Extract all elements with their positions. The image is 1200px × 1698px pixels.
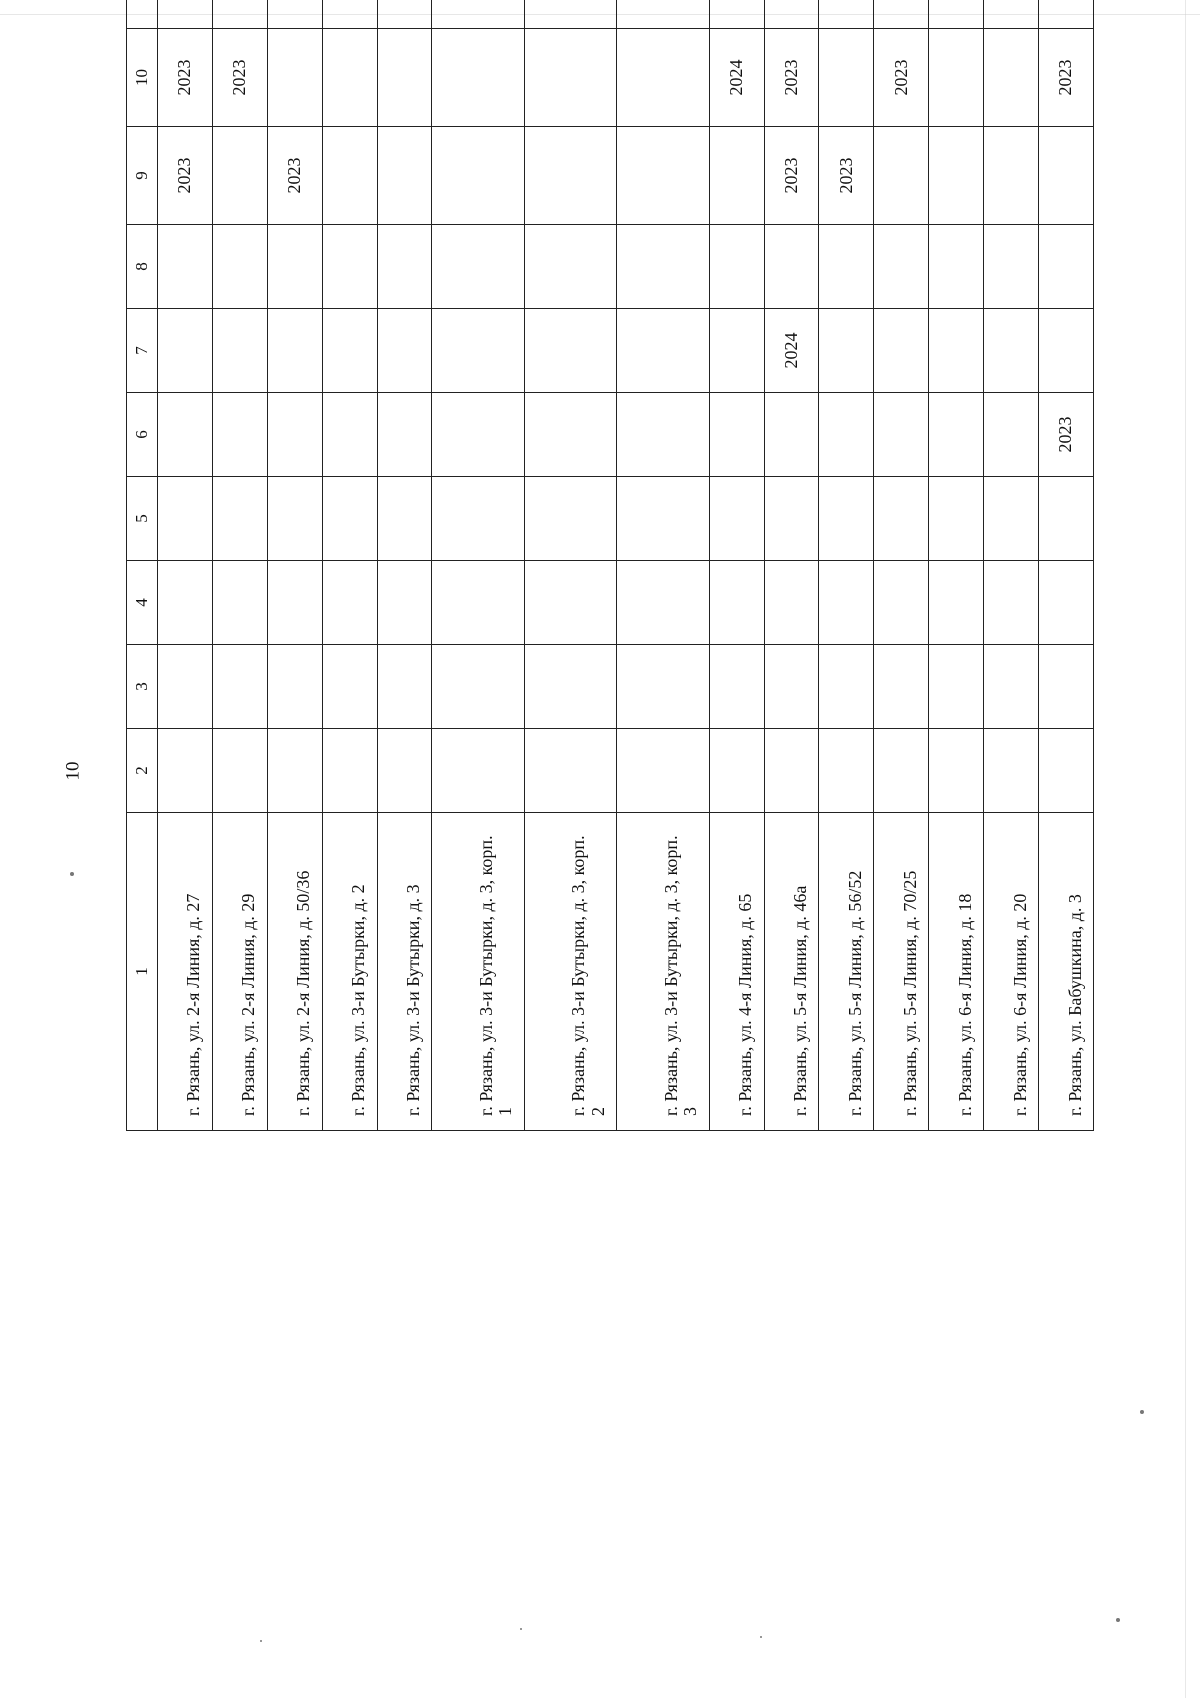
year-cell — [322, 309, 377, 393]
year-cell — [267, 29, 322, 127]
table-row — [984, 0, 1039, 1131]
year-cell — [267, 225, 322, 309]
year-cell — [929, 0, 984, 29]
year-cell — [377, 225, 432, 309]
year-cell — [1039, 729, 1094, 813]
year-cell — [1039, 0, 1094, 29]
year-cell — [1039, 561, 1094, 645]
year-cell — [929, 127, 984, 225]
year-cell — [212, 729, 267, 813]
column-header — [127, 0, 158, 29]
year-cell — [929, 309, 984, 393]
year-cell — [267, 561, 322, 645]
year-cell — [524, 127, 616, 225]
year-cell — [819, 0, 874, 29]
year-cell — [158, 729, 213, 813]
year-cell — [617, 309, 709, 393]
year-cell: 2023 — [158, 29, 213, 127]
year-cell — [432, 729, 524, 813]
table-row — [874, 0, 929, 1131]
year-cell — [984, 0, 1039, 29]
year-cell — [322, 393, 377, 477]
year-cell — [764, 393, 819, 477]
header-row — [127, 0, 158, 1131]
year-cell — [764, 729, 819, 813]
address-cell: г. Рязань, ул. 2-я Линия, д. 29 — [212, 813, 267, 1131]
table-row — [212, 0, 267, 1131]
year-cell — [764, 225, 819, 309]
scan-speck — [760, 1636, 762, 1638]
column-header: 9 — [127, 127, 158, 225]
column-header: 8 — [127, 225, 158, 309]
year-cell — [524, 309, 616, 393]
year-cell — [212, 645, 267, 729]
address-cell: г. Рязань, ул. 6-я Линия, д. 18 — [929, 813, 984, 1131]
year-cell — [432, 645, 524, 729]
year-cell: 2023 — [764, 127, 819, 225]
year-cell — [432, 127, 524, 225]
address-cell: г. Рязань, ул. 5-я Линия, д. 56/52 — [819, 813, 874, 1131]
year-cell — [1039, 225, 1094, 309]
column-header: 1 — [127, 813, 158, 1131]
year-cell: 2023 — [819, 127, 874, 225]
year-cell — [212, 309, 267, 393]
year-cell — [432, 0, 524, 29]
table-row — [709, 0, 764, 1131]
year-cell: 2023 — [267, 127, 322, 225]
scan-speck — [1140, 1410, 1144, 1414]
year-cell — [874, 127, 929, 225]
year-cell: 2023 — [212, 29, 267, 127]
year-cell — [322, 0, 377, 29]
year-cell — [929, 225, 984, 309]
table-row — [432, 0, 524, 1131]
table-row — [929, 0, 984, 1131]
year-cell — [524, 561, 616, 645]
year-cell — [267, 729, 322, 813]
year-cell — [377, 29, 432, 127]
column-header: 2 — [127, 729, 158, 813]
year-cell: 2023 — [874, 29, 929, 127]
year-cell — [874, 477, 929, 561]
year-cell — [617, 477, 709, 561]
year-cell — [929, 477, 984, 561]
year-cell — [212, 477, 267, 561]
year-cell — [524, 225, 616, 309]
year-cell — [709, 393, 764, 477]
table-body — [158, 0, 1094, 1131]
column-header: 3 — [127, 645, 158, 729]
table-row — [158, 0, 213, 1131]
year-cell — [322, 225, 377, 309]
year-cell — [377, 477, 432, 561]
year-cell — [377, 127, 432, 225]
year-cell — [764, 645, 819, 729]
year-cell — [1039, 477, 1094, 561]
year-cell — [432, 225, 524, 309]
year-cell — [432, 29, 524, 127]
year-cell — [617, 127, 709, 225]
year-cell — [212, 0, 267, 29]
year-cell — [1039, 645, 1094, 729]
year-cell — [1039, 127, 1094, 225]
year-cell — [984, 477, 1039, 561]
address-cell: г. Рязань, ул. 3-и Бутырки, д. 3, корп. 2 — [524, 813, 616, 1131]
year-cell — [984, 561, 1039, 645]
year-cell — [377, 0, 432, 29]
year-cell — [524, 477, 616, 561]
year-cell — [212, 127, 267, 225]
year-cell — [984, 29, 1039, 127]
year-cell — [524, 0, 616, 29]
table-row — [764, 0, 819, 1131]
year-cell — [819, 29, 874, 127]
year-cell — [819, 561, 874, 645]
year-cell — [617, 29, 709, 127]
year-cell — [158, 0, 213, 29]
table-row — [617, 0, 709, 1131]
address-cell: г. Рязань, ул. Бабушкина, д. 3 — [1039, 813, 1094, 1131]
year-cell — [524, 729, 616, 813]
year-cell — [377, 729, 432, 813]
year-cell: 2023 — [764, 29, 819, 127]
year-cell — [377, 645, 432, 729]
year-cell — [709, 729, 764, 813]
table-row — [819, 0, 874, 1131]
address-cell: г. Рязань, ул. 3-и Бутырки, д. 3 — [377, 813, 432, 1131]
address-cell: г. Рязань, ул. 4-я Линия, д. 65 — [709, 813, 764, 1131]
year-cell — [617, 393, 709, 477]
year-cell: 2023 — [1039, 29, 1094, 127]
table-row — [524, 0, 616, 1131]
year-cell — [709, 127, 764, 225]
year-cell — [929, 561, 984, 645]
column-header: 4 — [127, 561, 158, 645]
year-cell — [322, 645, 377, 729]
column-header: 7 — [127, 309, 158, 393]
year-cell — [874, 561, 929, 645]
year-cell — [1039, 309, 1094, 393]
scan-speck — [70, 872, 74, 876]
year-cell — [212, 561, 267, 645]
year-cell: 2024 — [764, 309, 819, 393]
year-cell — [377, 561, 432, 645]
year-cell: 2023 — [1039, 393, 1094, 477]
year-cell — [524, 393, 616, 477]
year-cell — [322, 561, 377, 645]
year-cell: 2024 — [709, 29, 764, 127]
year-cell — [929, 29, 984, 127]
year-cell — [709, 477, 764, 561]
year-cell — [819, 729, 874, 813]
year-cell — [158, 645, 213, 729]
year-cell — [267, 0, 322, 29]
year-cell — [819, 645, 874, 729]
column-header: 6 — [127, 393, 158, 477]
year-cell: 2023 — [158, 127, 213, 225]
year-cell — [764, 477, 819, 561]
year-cell — [874, 645, 929, 729]
address-cell: г. Рязань, ул. 3-и Бутырки, д. 3, корп. 3 — [617, 813, 709, 1131]
scan-edge-right — [1185, 0, 1186, 1698]
address-cell: г. Рязань, ул. 6-я Линия, д. 20 — [984, 813, 1039, 1131]
year-cell — [377, 309, 432, 393]
year-cell — [929, 729, 984, 813]
address-cell: г. Рязань, ул. 3-и Бутырки, д. 3, корп. 1 — [432, 813, 524, 1131]
year-cell — [819, 393, 874, 477]
year-cell — [267, 309, 322, 393]
year-cell — [158, 309, 213, 393]
year-cell — [158, 561, 213, 645]
year-cell — [524, 645, 616, 729]
addresses-table — [126, 0, 1094, 1131]
year-cell — [432, 309, 524, 393]
year-cell — [874, 729, 929, 813]
year-cell — [984, 309, 1039, 393]
year-cell — [984, 127, 1039, 225]
year-cell — [929, 645, 984, 729]
year-cell — [432, 561, 524, 645]
year-cell — [212, 393, 267, 477]
year-cell — [709, 309, 764, 393]
year-cell — [709, 225, 764, 309]
year-cell — [874, 225, 929, 309]
column-header: 5 — [127, 477, 158, 561]
year-cell — [267, 393, 322, 477]
year-cell — [158, 225, 213, 309]
address-cell: г. Рязань, ул. 5-я Линия, д. 70/25 — [874, 813, 929, 1131]
year-cell — [874, 393, 929, 477]
year-cell — [617, 561, 709, 645]
year-cell — [874, 309, 929, 393]
year-cell — [819, 309, 874, 393]
address-cell: г. Рязань, ул. 2-я Линия, д. 27 — [158, 813, 213, 1131]
table-row — [1039, 0, 1094, 1131]
table-row — [267, 0, 322, 1131]
year-cell — [524, 29, 616, 127]
address-cell: г. Рязань, ул. 2-я Линия, д. 50/36 — [267, 813, 322, 1131]
year-cell — [322, 477, 377, 561]
year-cell — [764, 0, 819, 29]
address-cell: г. Рязань, ул. 3-и Бутырки, д. 2 — [322, 813, 377, 1131]
year-cell — [984, 729, 1039, 813]
year-cell — [158, 393, 213, 477]
year-cell — [819, 477, 874, 561]
year-cell — [984, 225, 1039, 309]
year-cell — [984, 645, 1039, 729]
address-cell: г. Рязань, ул. 5-я Линия, д. 46а — [764, 813, 819, 1131]
scan-speck — [260, 1640, 262, 1642]
year-cell — [709, 561, 764, 645]
year-cell — [617, 729, 709, 813]
year-cell — [267, 477, 322, 561]
year-cell — [764, 561, 819, 645]
year-cell — [617, 225, 709, 309]
year-cell — [709, 0, 764, 29]
year-cell — [322, 729, 377, 813]
year-cell — [432, 477, 524, 561]
table-row — [322, 0, 377, 1131]
year-cell — [874, 0, 929, 29]
scan-speck — [520, 1628, 522, 1630]
year-cell — [929, 393, 984, 477]
year-cell — [158, 477, 213, 561]
year-cell — [432, 393, 524, 477]
year-cell — [322, 29, 377, 127]
page-number: 10 — [62, 761, 84, 781]
year-cell — [212, 225, 267, 309]
year-cell — [709, 645, 764, 729]
year-cell — [617, 645, 709, 729]
addresses-table-wrapper — [126, 37, 1094, 1131]
year-cell — [984, 393, 1039, 477]
year-cell — [377, 393, 432, 477]
table-row — [377, 0, 432, 1131]
year-cell — [322, 127, 377, 225]
column-header: 10 — [127, 29, 158, 127]
year-cell — [267, 645, 322, 729]
scan-speck — [1116, 1618, 1120, 1622]
year-cell — [819, 225, 874, 309]
year-cell — [617, 0, 709, 29]
